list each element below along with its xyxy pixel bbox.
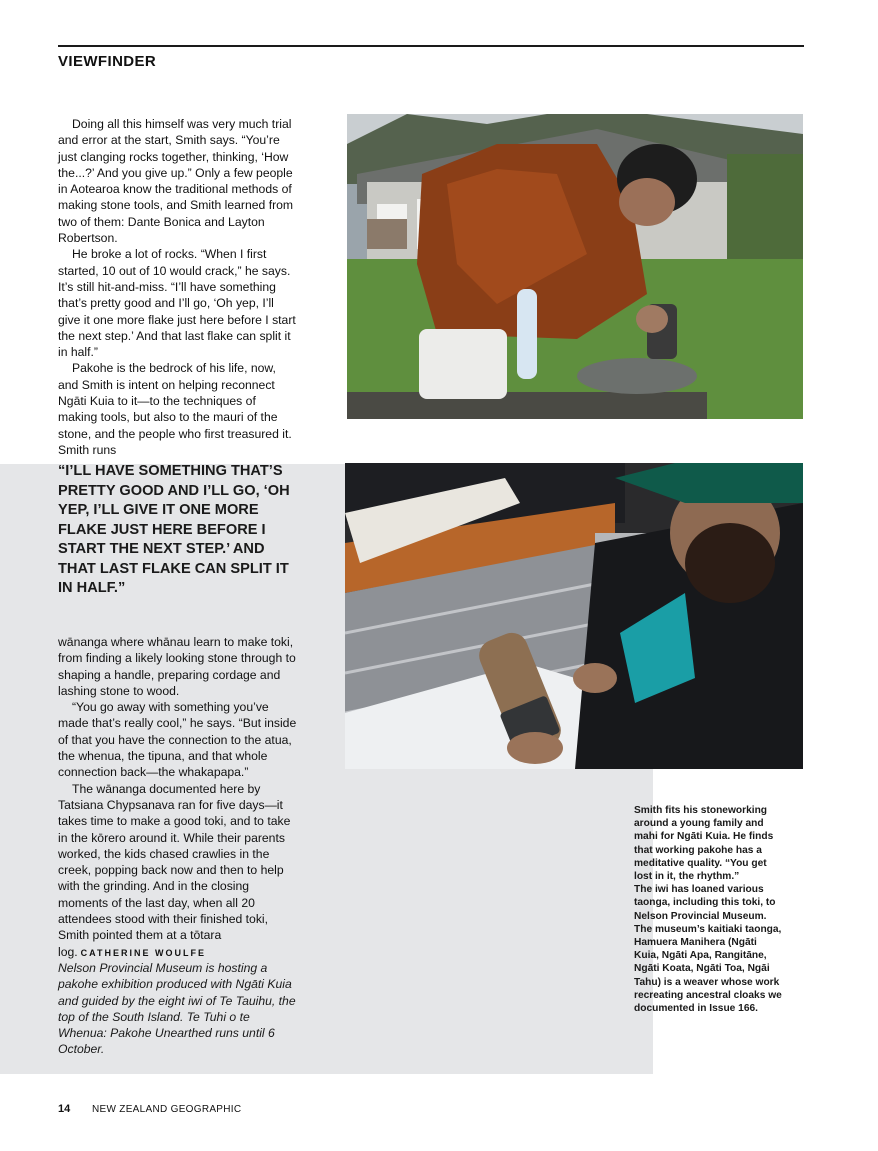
paragraph: The wānanga documented here by Tatsiana Chypsanava ran for five days—it takes time to make a good toki, and to take in the kōrero around it. While their parents worked, the kids chased crawlies in the creek, popping back now and then to help with the grinding. And in the closing moments of the last day, when all 20 attendees stood with their finished toki, Smith pointed them at a tōtara log. xyxy=(58,781,291,959)
section-label: VIEWFINDER xyxy=(58,53,157,70)
photo-man-holding-toki xyxy=(345,463,803,769)
author-byline: CATHERINE WOULFE xyxy=(80,947,206,958)
paragraph: Doing all this himself was very much trial and error at the start, Smith says. “You’re just clanging rocks together, thinking, ‘How the...?’ And you give up.” Only a few people in Aotearoa know the traditional methods of making stone tools, and Smith learned from two of them: Dante Bonica and Layton Robertson. xyxy=(58,117,294,246)
page-number: 14 xyxy=(58,1103,71,1115)
paragraph: wānanga where whānau learn to make toki, from finding a likely looking stone through to shaping a handle, preparing cordage and lashing stone to wood. xyxy=(58,635,296,698)
header-rule xyxy=(58,45,804,47)
article-column-1 xyxy=(58,116,298,458)
photo-man-grinding-stone xyxy=(347,114,803,419)
photo-caption xyxy=(634,804,784,1015)
magazine-name: NEW ZEALAND GEOGRAPHIC xyxy=(92,1104,242,1115)
exhibition-note: Nelson Provincial Museum is hosting a pakohe exhibition produced with Ngāti Kuia and guided by the eight iwi of Te Tauihu, the top of the South Island. Te Tuhi o te Whenua: Pakohe Unearthed runs until 6 October. xyxy=(58,961,296,1057)
caption-paragraph: The iwi has loaned various taonga, including this toki, to Nelson Provincial Museum. The museum’s kaitiaki taonga, Hamuera Manihera (Ngāti Kuia, Ngāti Apa, Rangitāne, Ngāti Koata, Ngāti Toa, Ngāi Tahu) is a weaver whose work recreating ancestral cloaks we documented in Issue 166. xyxy=(634,884,782,1015)
paragraph: “You go away with something you’ve made that’s really cool,” he says. “But inside of that you have the connection to the atua, the whenua, the tipuna, and that whole connection back—the whakapapa.” xyxy=(58,700,297,780)
paragraph: He broke a lot of rocks. “When I first started, 10 out of 10 would crack,” he says. It’s still hit-and-miss. “I’ll have something that’s pretty good and I’ll go, ‘Oh yep, I’ll give it one more flake just here before I start the next step.’ And that last flake can split it in half.” xyxy=(58,247,296,360)
caption-paragraph: Smith fits his stoneworking around a young family and mahi for Ngāti Kuia. He finds that working pakohe has a meditative quality. “You get lost in it, the rhythm.” xyxy=(634,805,774,883)
article-column-2 xyxy=(58,634,298,961)
pull-quote: “I’LL HAVE SOMETHING THAT’S PRETTY GOOD AND I’LL GO, ‘OH YEP, I’LL GIVE IT ONE MORE FLAKE JUST HERE BEFORE I START THE NEXT STEP.’ AND THAT LAST FLAKE CAN SPLIT IT IN HALF.” xyxy=(58,463,290,596)
paragraph: Pakohe is the bedrock of his life, now, and Smith is intent on helping reconnect Ngāti Kuia to it—to the techniques of making tools, but also to the mauri of the stone, and the people who first treasured it. Smith runs xyxy=(58,361,292,457)
